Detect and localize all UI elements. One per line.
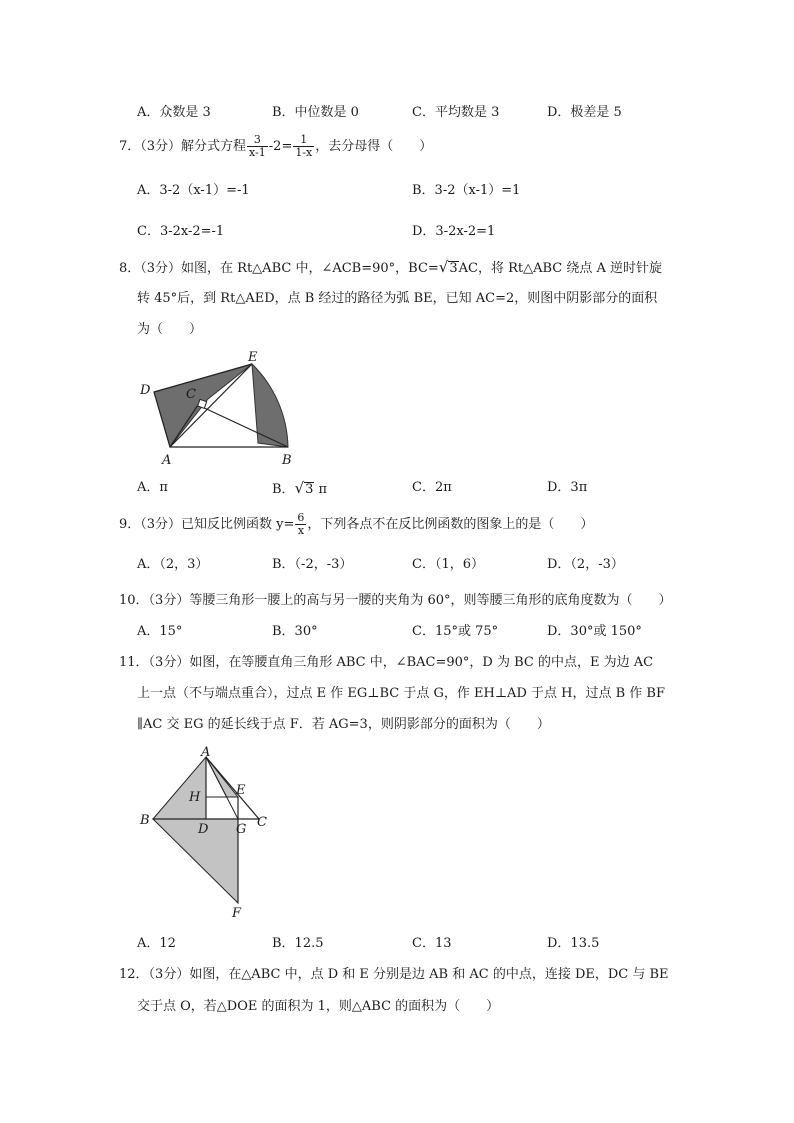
q7-prefix: 7．（3分）解分式方程	[119, 139, 247, 154]
q12-line-1: 12．（3分）如图，在△ABC 中，点 D 和 E 分别是边 AB 和 AC 的中点，连接 DE，DC 与 BE	[119, 967, 669, 982]
q11-line-3: ∥AC 交 EG 的延长线于点 F．若 AG=3，则阴影部分的面积为（ ）	[137, 717, 550, 732]
q11-line-1: 11．（3分）如图，在等腰直角三角形 ABC 中，∠BAC=90°，D 为 BC 的中点，E 为边 AC	[119, 655, 654, 670]
q11-option-a: A．12	[137, 936, 176, 951]
q7-fraction-2	[293, 134, 314, 159]
q8-label-c: C	[186, 387, 196, 402]
q6-option-a: A．众数是 3	[137, 105, 211, 120]
q11-option-b: B．12.5	[272, 936, 324, 951]
q9-option-b: B．（-2，-3）	[272, 557, 353, 572]
q7-option-c: C．3-2x-2=-1	[137, 224, 225, 239]
q8-label-b: B	[282, 453, 292, 468]
q8-line-3: 为（ ）	[137, 322, 203, 337]
q10-option-b: B．30°	[272, 624, 318, 639]
q11-shaded-bgf	[153, 819, 238, 903]
q9-option-a: A．（2，3）	[137, 557, 209, 572]
q8-option-d: D．3π	[547, 480, 588, 495]
q8-optb-sqrt: 3	[305, 482, 314, 497]
q7-suffix: ，去分母得（ ）	[315, 139, 433, 154]
q7-option-a: A．3-2（x-1）=-1	[137, 183, 250, 198]
q10-option-d: D．30°或 150°	[547, 624, 642, 639]
q12-line-2: 交于点 O，若△DOE 的面积为 1，则△ABC 的面积为（ ）	[137, 999, 500, 1014]
q7-option-b: B．3-2（x-1）=1	[412, 183, 521, 198]
q8-line-2: 转 45°后，到 Rt△AED，点 B 经过的路径为弧 BE，已知 AC=2，则图中阴影部分的面积	[137, 291, 658, 306]
q8-figure	[130, 345, 305, 470]
q11-shaded-abd	[153, 757, 206, 819]
q7-option-d: D．3-2x-2=1	[412, 224, 496, 239]
q7-mid: -2=	[268, 139, 293, 154]
q9-option-c: C．（1，6）	[412, 557, 484, 572]
q11-line-2: 上一点（不与端点重合），过点 E 作 EG⊥BC 于点 G，作 EH⊥AD 于点 H，过点 B 作 BF	[137, 686, 665, 701]
q10-option-a: A．15°	[137, 624, 183, 639]
q9-frac-den: x	[297, 524, 305, 537]
q9-prefix: 9．（3分）已知反比例函数 y=	[119, 517, 295, 532]
q10-option-c: C．15°或 75°	[412, 624, 499, 639]
q11-label-d: D	[198, 822, 209, 837]
q8-optb-pi: π	[318, 482, 328, 497]
q6-option-c: C．平均数是 3	[412, 105, 500, 120]
q11-option-d: D．13.5	[547, 936, 600, 951]
q8-option-b: B．√3 π	[272, 479, 328, 497]
q6-option-b: B．中位数是 0	[272, 105, 359, 120]
q9-suffix: ，下列各点不在反比例函数的图象上的是（ ）	[307, 517, 594, 532]
q8-label-d: D	[140, 383, 151, 398]
q11-label-e: E	[236, 783, 246, 798]
q8-line1-b: AC，将 Rt△ABC 绕点 A 逆时针旋	[458, 261, 663, 276]
q11-label-f: F	[232, 906, 242, 921]
q8-line-1: 8．（3分）如图，在 Rt△ABC 中，∠ACB=90°，BC=√3AC，将 Rt△ABC 绕点 A 逆时针旋	[119, 258, 663, 276]
q7-fraction-1	[247, 134, 268, 159]
q7-stem	[119, 134, 432, 159]
q7-frac1-num: 3	[247, 134, 268, 147]
q11-label-g: G	[236, 822, 247, 837]
q11-label-a: A	[201, 745, 211, 760]
q11-label-h: H	[189, 790, 201, 805]
q8-option-c: C．2π	[412, 480, 452, 495]
q11-option-c: C．13	[412, 936, 452, 951]
q11-label-c: C	[257, 815, 267, 830]
q11-label-b: B	[140, 813, 150, 828]
q9-fraction	[295, 512, 306, 537]
q9-option-d: D．（2，-3）	[547, 557, 624, 572]
q7-frac2-num: 1	[293, 134, 314, 147]
q6-option-d: D．极差是 5	[547, 105, 622, 120]
q8-option-a: A．π	[137, 480, 168, 495]
q9-frac-num: 6	[297, 511, 305, 524]
q8-line1-a: 8．（3分）如图，在 Rt△ABC 中，∠ACB=90°，BC=	[119, 261, 439, 276]
q7-frac1-den: x-1	[249, 146, 266, 159]
q11-figure	[135, 745, 275, 925]
q9-stem	[119, 512, 593, 537]
q8-sqrt: 3	[449, 261, 458, 276]
q8-label-e: E	[248, 350, 258, 365]
q7-frac2-den: 1-x	[295, 146, 313, 159]
q8-shaded-sector	[252, 364, 288, 447]
q8-label-a: A	[162, 453, 172, 468]
q10-stem: 10．（3分）等腰三角形一腰上的高与另一腰的夹角为 60°，则等腰三角形的底角度数为（ ）	[119, 593, 672, 608]
